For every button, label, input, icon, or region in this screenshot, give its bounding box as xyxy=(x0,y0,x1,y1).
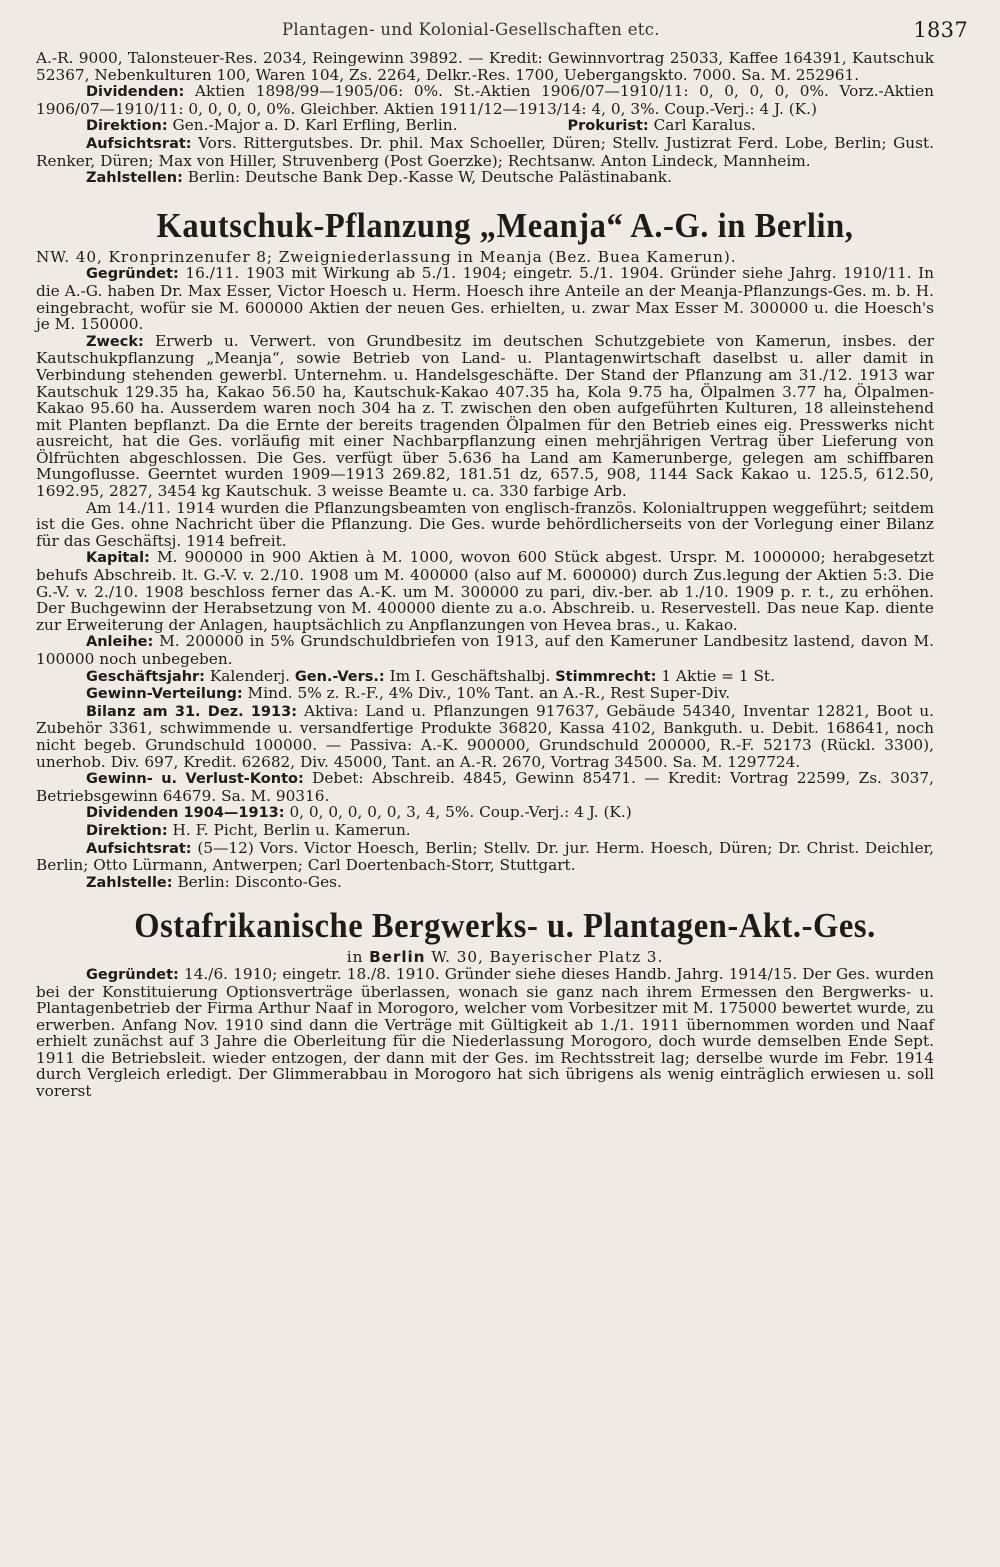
pay-text: Berlin: Disconto-Ges. xyxy=(177,872,342,891)
board-label: Aufsichtsrat: xyxy=(86,840,192,857)
purpose-text: Erwerb u. Verwert. von Grundbesitz im deutschen Schutzgebiete von Kamerun, insbes. der Kautschukpflanzung „Meanja“, sowie Betrieb von Land- u. Plantagenwirtschaft daselbst u. aller damit in Verbindung stehenden gewerbl. Unternehm. u. Handelsgeschäfte. Der Stand der Pflanzung am 31./12. 1913 war Kautschuk 129.35 ha, Kakao 56.50 ha, Kautschuk-Kakao 407.35 ha, Kola 9.75 ha, Ölpalmen 3.77 ha, Ölpalmen-Kakao 95.60 ha. Ausserdem waren noch 304 ha z. T. zwischen den oben aufgeführten Kulturen, 18 alleinstehend mit Planten bepflanzt. Da die Ernte der bereits tragenden Ölpalmen für den Betrieb eines eig. Presswerks nicht ausreicht, hat die Ges. vorläufig mit einer Nachbarpflanzung einen mehrjährigen Vertrag über Lieferung von Ölfrüchten abgeschlossen. Die Ges. verfügt über 5.636 ha Land am Kamerunberge, gelegen am schiffbaren Mungoflusse. Geerntet wurden 1909—1913 269.82, 181.51 dz, 657.5, 908, 1144 Sack Kakao u. 125.5, 612.50, 1692.95, 2827, 3454 kg Kautschuk. 3 weisse Beamte u. ca. 330 farbige Arb. xyxy=(36,331,934,501)
founded-label: Gegründet: xyxy=(86,266,179,283)
profit-distribution xyxy=(36,685,934,703)
board-text: (5—12) Vors. Victor Hoesch, Berlin; Stellv. Dr. jur. Herm. Hoesch, Düren; Dr. Christ. Deichler, Berlin; Otto Lürmann, Antwerpen; Carl Doertenbach-Storr, Stuttgart. xyxy=(36,838,934,875)
purpose-label: Zweck: xyxy=(86,333,144,350)
prev-board-label: Aufsichtsrat: xyxy=(86,135,192,152)
prev-board xyxy=(36,135,934,169)
profit-text: Mind. 5% z. R.-F., 4% Div., 10% Tant. an A.-R., Rest Super-Div. xyxy=(247,684,731,703)
pl-label: Gewinn- u. Verlust-Konto: xyxy=(86,771,304,788)
company2-address-city: Berlin xyxy=(369,948,426,967)
dir-label: Direktion: xyxy=(86,822,168,839)
prev-prokurist-label: Prokurist: xyxy=(567,118,649,135)
vote-text: 1 Aktie = 1 St. xyxy=(661,666,775,685)
founded-text: 16./11. 1903 mit Wirkung ab 5./1. 1904; eingetr. 5./1. 1904. Gründer siehe Jahrg. 1910/11. In die A.-G. haben Dr. Max Esser, Victor Hoesch u. Herm. Hoesch ihre Anteile an der Meanja-Pflanzungs-Ges. m. b. H. eingebracht, wofür sie M. 600000 Aktien der neuen Ges. erhielten, u. zwar Max Esser M. 300000 u. die Hoesch's je M. 150000. xyxy=(36,264,934,334)
pl-text: Debet: Abschreib. 4845, Gewinn 85471. — Kredit: Vortrag 22599, Zs. 3037, Betriebsgewinn 64679. Sa. M. 90316. xyxy=(36,769,935,805)
loan-text: M. 200000 in 5% Grundschuldbriefen von 1913, auf den Kameruner Landbesitz lastend, davon M. 100000 noch unbegeben. xyxy=(36,632,934,668)
company2-address xyxy=(36,949,934,966)
previous-company-entry xyxy=(36,50,934,187)
prev-direction xyxy=(36,117,934,135)
balance-text: Aktiva: Land u. Pflanzungen 917637, Gebäude 54340, Inventar 12821, Boot u. Zubehör 3361, schwimmende u. versandfertige Produkte 36820, Kassa 4102, Bankguth. u. Debit. 168641, noch nicht begeb. Grundschuld 100000. — Passiva: A.-K. 900000, Grundschuld 200000, R.-F. 52173 (Rückl. 3300), unerhob. Div. 697, Kredit. 62682, Div. 45000, Tant. an A.-R. 2670, Vortrag 34500. Sa. M. 1297724. xyxy=(36,701,934,771)
dir-text: H. F. Picht, Berlin u. Kamerun. xyxy=(172,820,411,839)
prev-pay-label: Zahlstellen: xyxy=(86,170,183,187)
prev-prokurist-text: Carl Karalus. xyxy=(653,116,756,135)
company-entry-meanja xyxy=(36,207,934,892)
company2-address-post: W. 30, Bayerischer Platz 3. xyxy=(431,948,664,967)
pay-label: Zahlstelle: xyxy=(86,874,173,891)
gv-label: Gen.-Vers.: xyxy=(294,668,385,685)
gv-text: Im I. Geschäftshalbj. xyxy=(389,666,551,685)
page-number: 1837 xyxy=(913,18,968,42)
prev-dividends xyxy=(36,83,934,117)
war-note: Am 14./11. 1914 wurden die Pflanzungsbeamten von englisch-französ. Kolonialtruppen weggeführt; seitdem ist die Ges. ohne Nachricht über die Pflanzung. Die Ges. wurde behördlicherseits von der Vorlegung einer Bilanz für das Geschäftsj. 1914 befreit. xyxy=(36,498,934,550)
company2-founded-label: Gegründet: xyxy=(86,966,179,983)
company2-title: Ostafrikanische Bergwerks- u. Plantagen-Akt.-Ges. xyxy=(134,906,876,946)
vote-label: Stimmrecht: xyxy=(555,668,657,685)
company2-address-pre: in xyxy=(346,948,364,967)
supervisory-board xyxy=(36,840,934,874)
loan-label: Anleihe: xyxy=(86,634,154,651)
founded xyxy=(36,265,934,332)
company2-founded xyxy=(36,966,934,1100)
capital-label: Kapital: xyxy=(86,550,150,567)
prev-board-text: Vors. Rittergutsbes. Dr. phil. Max Schoeller, Düren; Stellv. Justizrat Ferd. Lobe, Berlin; Gust. Renker, Düren; Max von Hiller, Struvenberg (Post Goerzke); Rechtsanw. Anton Lindeck, Mannheim. xyxy=(36,133,934,170)
purpose xyxy=(36,333,934,500)
prev-paying-agents xyxy=(36,169,934,187)
running-header xyxy=(36,18,968,50)
company-address: NW. 40, Kronprinzenufer 8; Zweigniederlassung in Meanja (Bez. Buea Kamerun). xyxy=(36,247,737,266)
fiscal-info xyxy=(36,668,934,686)
capital xyxy=(36,549,934,633)
fy-label: Geschäftsjahr: xyxy=(86,668,205,685)
div-text: 0, 0, 0, 0, 0, 0, 3, 4, 5%. Coup.-Verj.: 4 J. (K.) xyxy=(289,803,632,822)
div-label: Dividenden 1904—1913: xyxy=(86,805,285,822)
fy-text: Kalenderj. xyxy=(209,666,290,685)
direction xyxy=(36,822,934,840)
prev-direction-label: Direktion: xyxy=(86,118,168,135)
prev-pay-text: Berlin: Deutsche Bank Dep.-Kasse W, Deutsche Palästinabank. xyxy=(187,168,672,187)
prev-direction-text: Gen.-Major a. D. Karl Erfling, Berlin. xyxy=(172,116,458,135)
company-title: Kautschuk-Pflanzung „Meanja“ A.-G. in Berlin, xyxy=(156,205,854,245)
company2-founded-text: 14./6. 1910; eingetr. 18./8. 1910. Gründer siehe dieses Handb. Jahrg. 1914/15. Der Ges. wurden bei der Konstituierung Optionsverträge überlassen, wonach sie ganz nach ihrem Ermessen den Bergwerks- u. Plantagenbetrieb der Firma Arthur Naaf in Morogoro, welcher vom Vorbesitzer mit M. 175000 bewertet wurde, zu erwerben. Anfang Nov. 1910 sind dann die Verträge mit Gültigkeit ab 1./1. 1911 übernommen worden und Naaf erhielt zunächst auf 3 Jahre die Oberleitung für die Niederlassung Morogoro, doch wurde demselben Ende Sept. 1911 die Betriebsleit. wieder entzogen, der dann mit der Ges. im Rechtsstreit lag; derselbe wurde im Febr. 1914 durch Vergleich erledigt. Der Glimmerabbau in Morogoro hat sich übrigens als wenig einträglich erwiesen u. soll vorerst xyxy=(36,964,934,1101)
capital-text: M. 900000 in 900 Aktien à M. 1000, wovon 600 Stück abgest. Urspr. M. 1000000; herabgesetzt behufs Abschreib. lt. G.-V. v. 2./10. 1908 um M. 400000 (also auf M. 600000) durch Zus.legung der Aktien 5:3. Die G.-V. v. 2./10. 1908 beschloss ferner das A.-K. um M. 300000 zu pari, div.-ber. ab 1./10. 1909 p. r. t., zu erhöhen. Der Buchgewinn der Herabsetzung von M. 400000 diente zu a.o. Abschreib. u. Reservestell. Das neue Kap. diente zur Erweiterung der Anlagen, hauptsächlich zu Anpflanzungen von Hevea bras., u. Kakao. xyxy=(36,548,934,634)
balance-label: Bilanz am 31. Dez. 1913: xyxy=(86,703,297,720)
prev-dividends-text: Aktien 1898/99—1905/06: 0%. St.-Aktien 1906/07—1910/11: 0, 0, 0, 0, 0%. Vorz.-Aktien 1906/07—1910/11: 0, 0, 0, 0, 0%. Gleichber. Aktien 1911/12—1913/14: 4, 0, 3%. Coup.-Verj.: 4 J. (K.) xyxy=(36,82,934,118)
loan xyxy=(36,633,934,667)
prev-balance-tail: A.-R. 9000, Talonsteuer-Res. 2034, Reingewinn 39892. — Kredit: Gewinnvortrag 25033, Kaffee 164391, Kautschuk 52367, Nebenkulturen 100, Waren 104, Zs. 2264, Delkr.-Res. 1700, Uebergangskto. 7000. Sa. M. 252961. xyxy=(36,49,934,84)
profit-loss xyxy=(36,770,934,804)
balance-sheet xyxy=(36,703,934,770)
profit-label: Gewinn-Verteilung: xyxy=(86,686,243,703)
dividends xyxy=(36,804,934,822)
company-entry-ostafrika xyxy=(36,907,934,1099)
prev-dividends-label: Dividenden: xyxy=(86,84,185,101)
header-title: Plantagen- und Kolonial-Gesellschaften etc. xyxy=(282,20,660,39)
paying-agent xyxy=(36,874,934,892)
